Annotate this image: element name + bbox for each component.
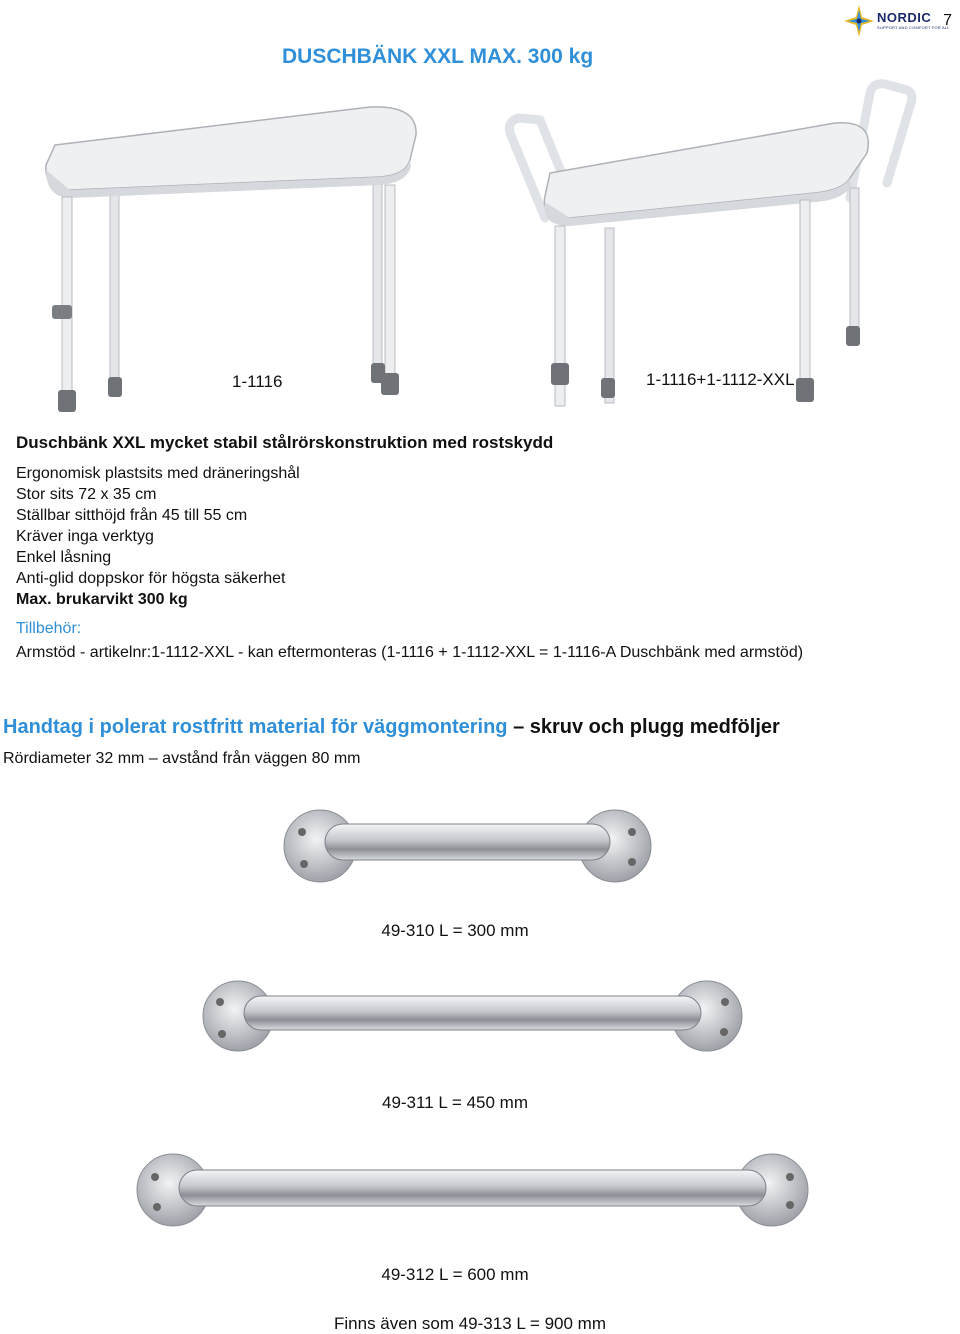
grab-rail-600-image	[135, 1150, 810, 1230]
handles-heading	[3, 716, 780, 739]
armrest-info: Armstöd - artikelnr:1-1112-XXL - kan eftermonteras (1-1116 + 1-1112-XXL = 1-1116-A Duschbänk med armstöd)	[16, 644, 804, 661]
page-title: DUSCHBÄNK XXL MAX. 300 kg	[282, 45, 594, 68]
feature-item: Anti-glid doppskor för högsta säkerhet	[16, 570, 286, 587]
feature-item: Ställbar sitthöjd från 45 till 55 cm	[16, 507, 248, 524]
shower-bench-image	[40, 105, 420, 415]
rail-caption-450: 49-311 L = 450 mm	[381, 1093, 528, 1112]
page-number: 7	[943, 12, 952, 29]
accessories-label: Tillbehör:	[16, 620, 82, 637]
feature-item: Enkel låsning	[16, 549, 112, 566]
logo-name: NORDIC	[877, 10, 932, 25]
bench-heading: Duschbänk XXL mycket stabil stålrörskonstruktion med rostskydd	[16, 433, 554, 452]
feature-item: Kräver inga verktyg	[16, 528, 154, 545]
rail-caption-300: 49-310 L = 300 mm	[381, 921, 529, 940]
feature-item: Ergonomisk plastsits med dräneringshål	[16, 465, 300, 482]
feature-item: Stor sits 72 x 35 cm	[16, 486, 157, 503]
also-available-note: Finns även som 49-313 L = 900 mm	[334, 1314, 606, 1333]
grab-rail-300-image	[280, 802, 655, 890]
handles-heading-rest: – skruv och plugg medföljer	[507, 716, 780, 738]
product-caption-bench: 1-1116	[232, 372, 283, 391]
rail-caption-600: 49-312 L = 600 mm	[381, 1265, 529, 1284]
logo-tagline: SUPPORT AND COMFORT FOR ALL	[877, 25, 950, 30]
handles-heading-blue: Handtag i polerat rostfritt material för väggmontering	[3, 716, 508, 738]
product-caption-bench-armrest: 1-1116+1-1112-XXL	[646, 370, 795, 389]
shower-bench-armrest-image	[495, 78, 920, 413]
max-load: Max. brukarvikt 300 kg	[16, 591, 188, 608]
grab-rail-450-image	[200, 974, 745, 1059]
pipe-info: Rördiameter 32 mm – avstånd från väggen 80 mm	[3, 750, 361, 767]
